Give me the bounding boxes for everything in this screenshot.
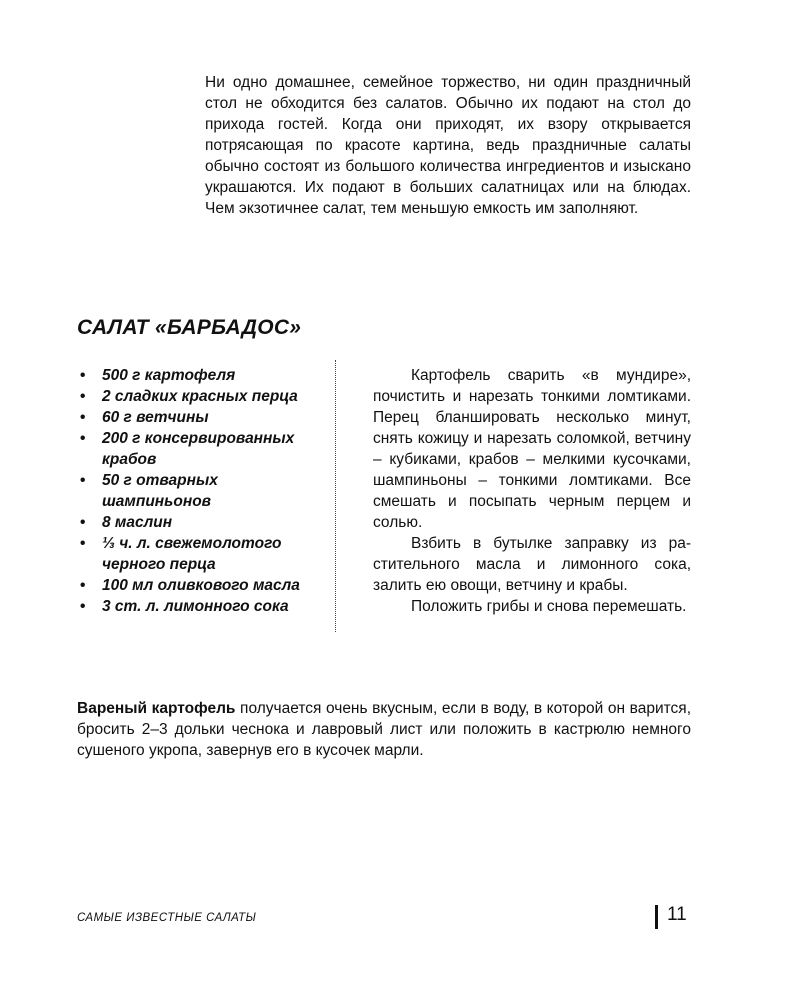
method-step: Положить грибы и снова перемешать.: [411, 598, 687, 615]
tip-paragraph: [77, 698, 691, 761]
method-step: Картофель сварить «в мундире», почистить и нарезать тонкими ломтиками. Перец бланшировать несколько минут, снять кожицу и нарезать соломкой, ветчину – кубиками, крабов – мелкими кусочками, шампиньоны – тонкими ломтиками. Все смешать и посыпать черным перцем и солью.: [373, 367, 691, 531]
intro-paragraph: [205, 72, 691, 219]
ingredient-item: • 200 г консервированных крабов: [80, 428, 330, 470]
ingredients-list: [80, 365, 330, 617]
page-number-bar: [655, 905, 658, 929]
running-footer-title: САМЫЕ ИЗВЕСТНЫЕ САЛАТЫ: [77, 912, 257, 924]
method-step: Взбить в бутылке заправку из растительного масла и лимонного сока, залить ею овощи, ветчину и крабы.: [373, 535, 691, 594]
recipe-method: [373, 365, 691, 617]
ingredient-item: • 2 сладких красных перца: [80, 386, 330, 407]
tip-bold-lead: Вареный картофель: [77, 700, 236, 717]
ingredient-item: • 50 г отварных шампиньонов: [80, 470, 330, 512]
ingredient-item: • 500 г картофеля: [80, 365, 330, 386]
ingredient-item: • 3 ст. л. лимонного сока: [80, 596, 330, 617]
ingredient-item: • 8 маслин: [80, 512, 330, 533]
tip-text: получается очень вкусным, если в воду, в которой он варится, бросить 2–3 дольки чеснока и лавровый лист или положить в кастрюлю немного сушеного укропа, завернув его в кусочек марли.: [77, 700, 691, 759]
ingredient-item: • 60 г ветчины: [80, 407, 330, 428]
intro-text: Ни одно домашнее, семейное торжество, ни один праздничный стол не обходится без салатов. Обычно их подают на стол до прихода гостей. Когда они приходят, их взору открывается потрясающая по красоте картина, ведь праздничные салаты обычно состоят из большого количества ингредиентов и изыскано украшаются. Их подают в больших салатницах или на блюдах. Чем экзотичнее салат, тем меньшую емкость им заполняют.: [205, 74, 691, 217]
recipe-title: САЛАТ «БАРБАДОС»: [77, 316, 302, 339]
page-number: 11: [667, 904, 687, 925]
ingredient-item: • ⅓ ч. л. свежемолотого черного перца: [80, 533, 330, 575]
column-divider: [335, 360, 336, 632]
ingredient-item: • 100 мл оливкового масла: [80, 575, 330, 596]
